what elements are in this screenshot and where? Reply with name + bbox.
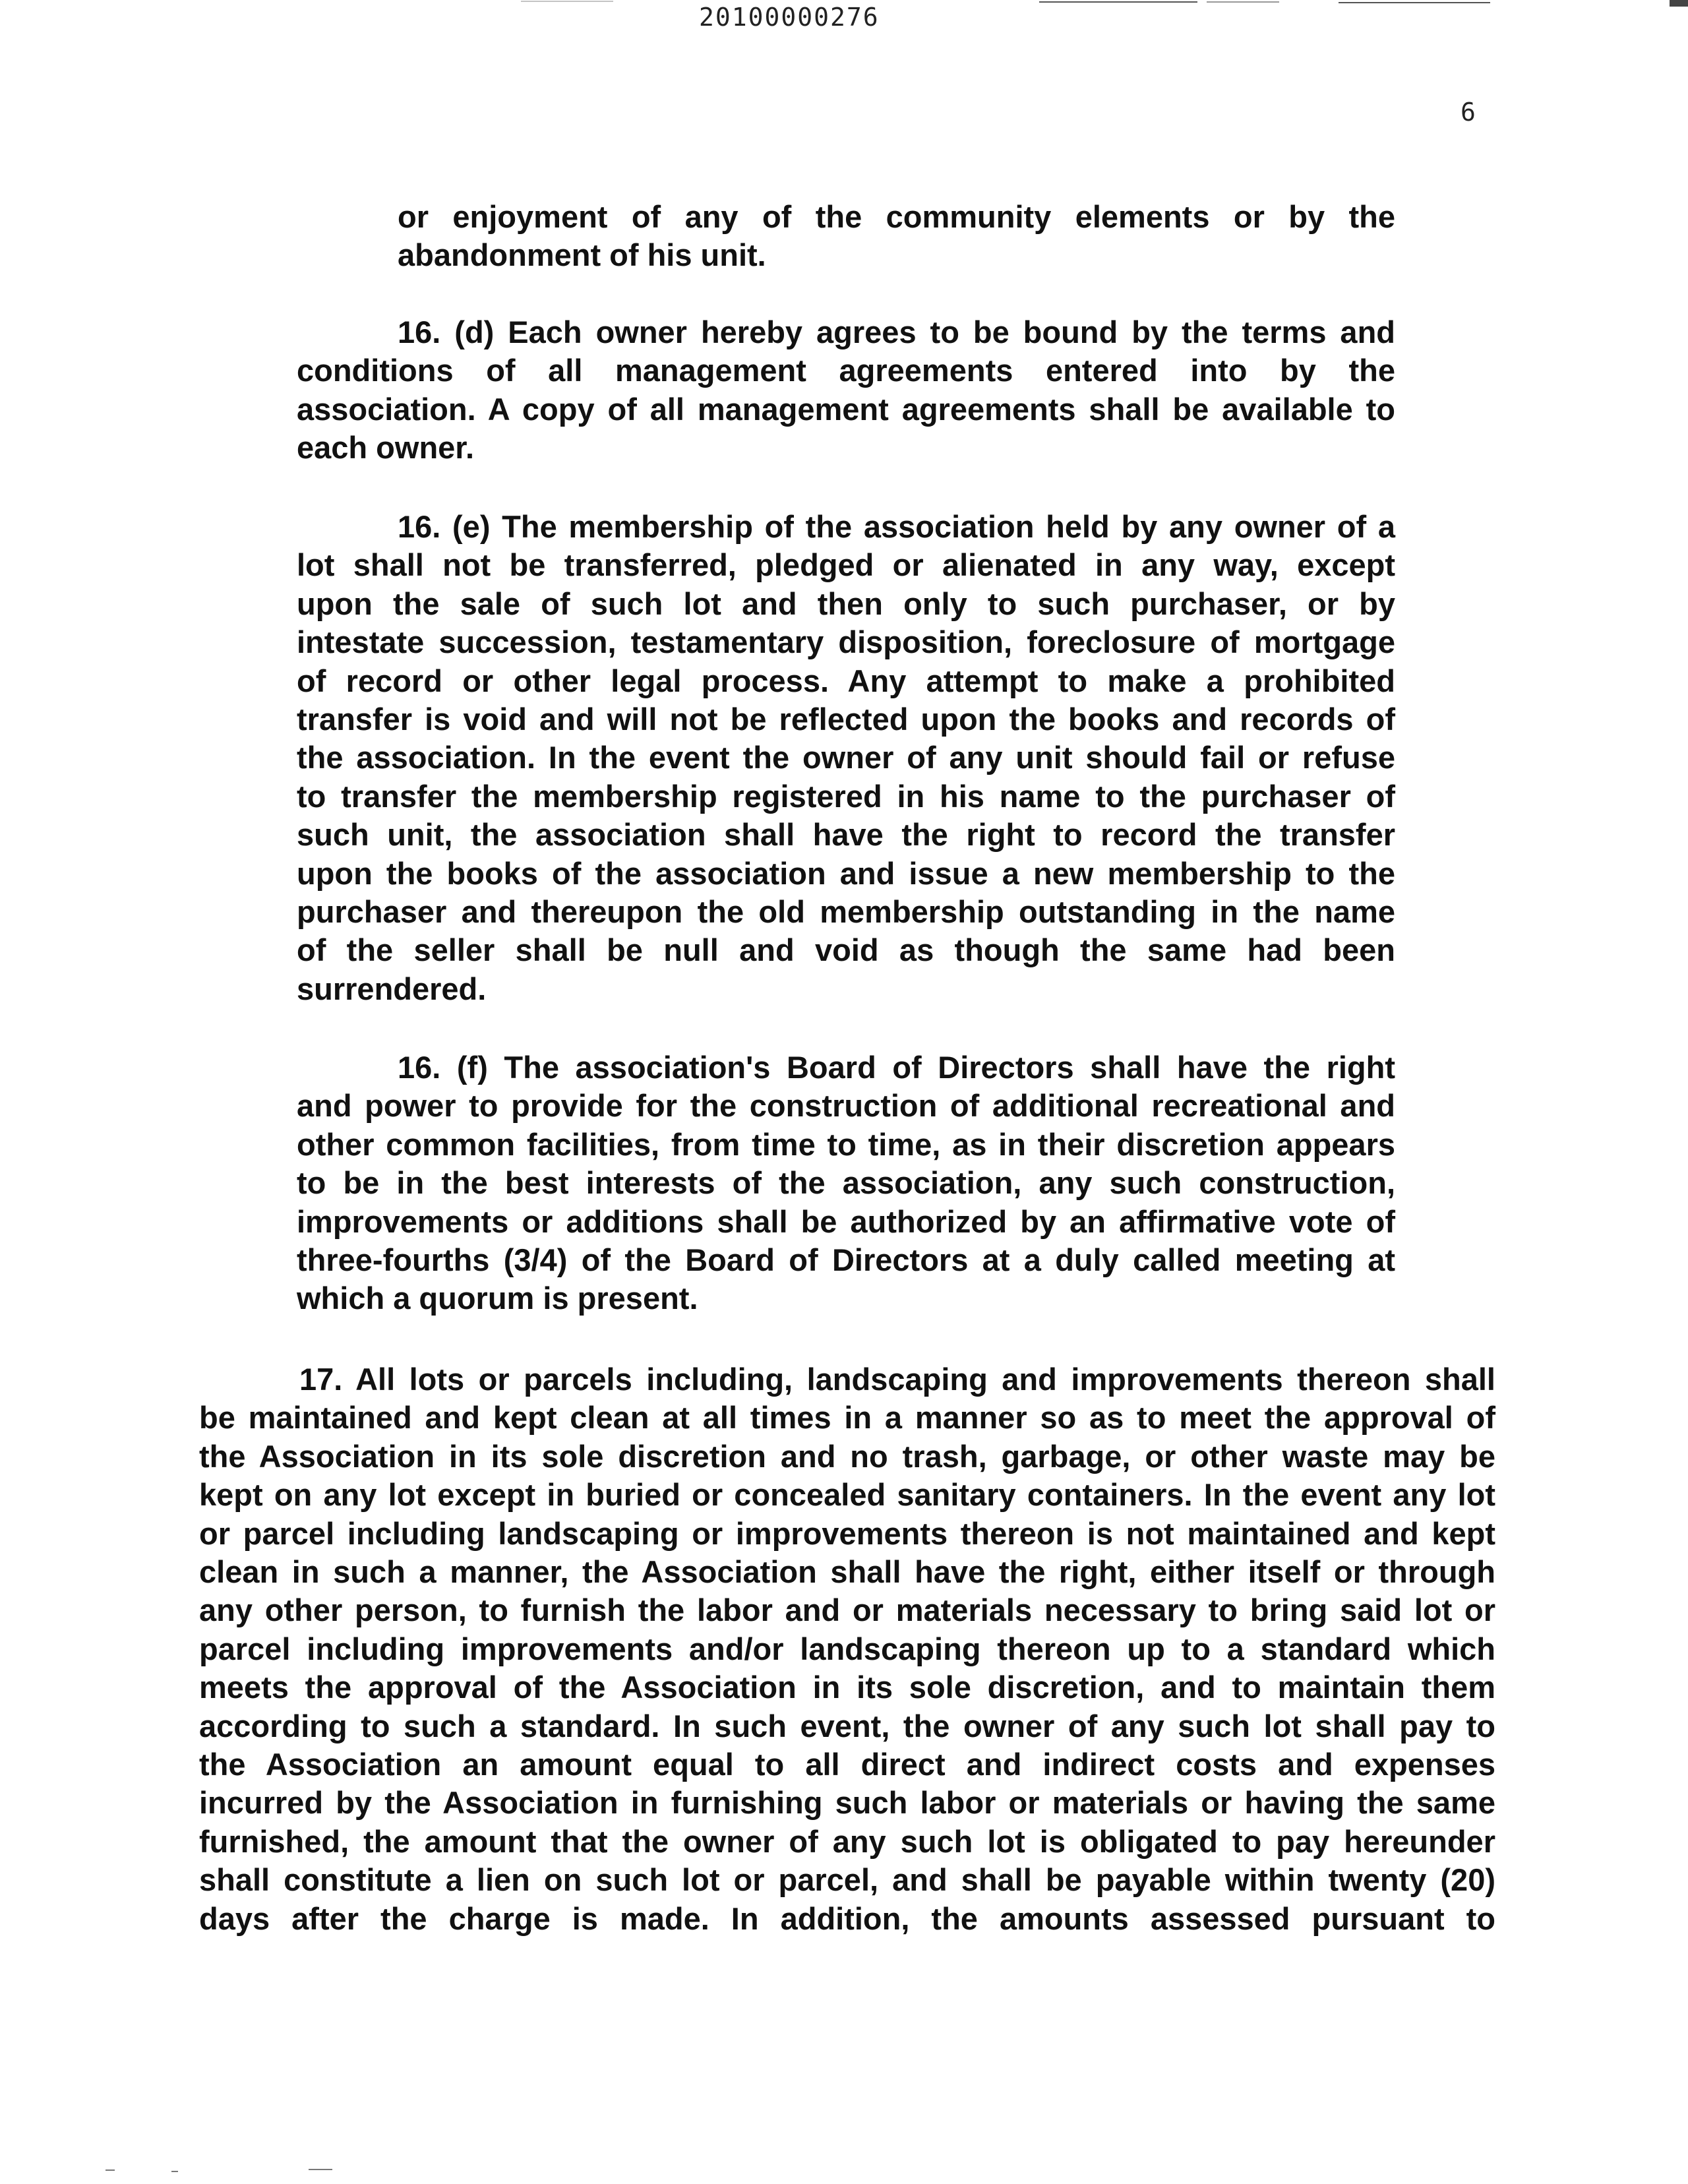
- text-line: incurred by the Association in furnishing such labor or materials or having the same: [199, 1785, 1495, 1821]
- text-line: meets the approval of the Association in its sole discretion, and to maintain them: [199, 1670, 1495, 1705]
- text-line: to be in the best interests of the association, any such construction,: [297, 1165, 1395, 1201]
- text-line: shall constitute a lien on such lot or parcel, and shall be payable within twenty (20): [199, 1862, 1495, 1898]
- scan-artifact-line: [1339, 2, 1490, 3]
- scan-edge-mark: [1670, 0, 1688, 7]
- scan-speck: [106, 2169, 115, 2171]
- text-line: such unit, the association shall have the right to record the transfer: [297, 817, 1395, 853]
- paragraph-16f: [297, 1048, 1395, 1318]
- text-line: and power to provide for the construction of additional recreational and: [297, 1088, 1395, 1124]
- text-line: of the seller shall be null and void as though the same had been: [297, 932, 1395, 968]
- text-line: 16. (d) Each owner hereby agrees to be bound by the terms and: [398, 315, 1395, 349]
- text-line: three-fourths (3/4) of the Board of Directors at a duly called meeting at: [297, 1242, 1395, 1278]
- text-line: purchaser and thereupon the old membership outstanding in the name: [297, 894, 1395, 930]
- text-line: 17. All lots or parcels including, landscaping and improvements thereon shall: [299, 1362, 1495, 1397]
- text-line: clean in such a manner, the Association shall have the right, either itself or through: [199, 1554, 1495, 1590]
- text-line: other common facilities, from time to time, as in their discretion appears: [297, 1126, 1395, 1162]
- scan-speck: [309, 2169, 332, 2170]
- document-number: 20100000276: [699, 3, 880, 32]
- text-line: days after the charge is made. In addition, the amounts assessed pursuant to: [199, 1900, 1495, 1936]
- text-line: intestate succession, testamentary disposition, foreclosure of mortgage: [297, 624, 1395, 660]
- text-line: be maintained and kept clean at all times in a manner so as to meet the approval of: [199, 1400, 1495, 1436]
- scan-speck: [171, 2171, 178, 2172]
- text-line: or enjoyment of any of the community elements or by the: [398, 199, 1395, 234]
- text-line: conditions of all management agreements entered into by the: [297, 353, 1395, 388]
- text-line: upon the books of the association and issue a new membership to the: [297, 855, 1395, 891]
- page-number: 6: [1461, 98, 1476, 127]
- text-line: lot shall not be transferred, pledged or alienated in any way, except: [297, 547, 1395, 583]
- text-line: any other person, to furnish the labor and or materials necessary to bring said lot or: [199, 1592, 1495, 1628]
- text-line: of record or other legal process. Any attempt to make a prohibited: [297, 663, 1395, 698]
- text-line: improvements or additions shall be authorized by an affirmative vote of: [297, 1203, 1395, 1239]
- paragraph-16e: [297, 508, 1395, 1008]
- text-line: the association. In the event the owner of any unit should fail or refuse: [297, 740, 1395, 775]
- text-line: furnished, the amount that the owner of any such lot is obligated to pay hereunder: [199, 1823, 1495, 1859]
- text-line: upon the sale of such lot and then only to such purchaser, or by: [297, 586, 1395, 621]
- scan-artifact-line: [521, 1, 613, 2]
- text-line: parcel including improvements and/or landscaping thereon up to a standard which: [199, 1631, 1495, 1666]
- text-line: abandonment of his unit.: [398, 237, 766, 273]
- text-line: surrendered.: [297, 971, 487, 1006]
- text-line: association. A copy of all management agreements shall be available to: [297, 391, 1395, 427]
- text-line: according to such a standard. In such event, the owner of any such lot shall pay to: [199, 1708, 1495, 1744]
- text-line: 16. (f) The association's Board of Directors shall have the right: [398, 1050, 1395, 1085]
- text-line: or parcel including landscaping or improvements thereon is not maintained and kept: [199, 1515, 1495, 1551]
- text-line: transfer is void and will not be reflected upon the books and records of: [297, 702, 1395, 737]
- paragraph-16d: [297, 313, 1395, 468]
- paragraph-17: [199, 1360, 1495, 1938]
- text-line: to transfer the membership registered in his name to the purchaser of: [297, 778, 1395, 814]
- text-line: the Association in its sole discretion and no trash, garbage, or other waste may be: [199, 1438, 1495, 1474]
- text-line: the Association an amount equal to all direct and indirect costs and expenses: [199, 1747, 1495, 1782]
- text-line: kept on any lot except in buried or concealed sanitary containers. In the event any lot: [199, 1477, 1495, 1513]
- scan-artifact-line: [1207, 1, 1279, 3]
- text-line: 16. (e) The membership of the association held by any owner of a: [398, 509, 1395, 544]
- paragraph-continuation: [398, 198, 1395, 275]
- text-line: each owner.: [297, 430, 475, 466]
- text-line: which a quorum is present.: [297, 1281, 698, 1316]
- scan-artifact-line: [1039, 1, 1197, 3]
